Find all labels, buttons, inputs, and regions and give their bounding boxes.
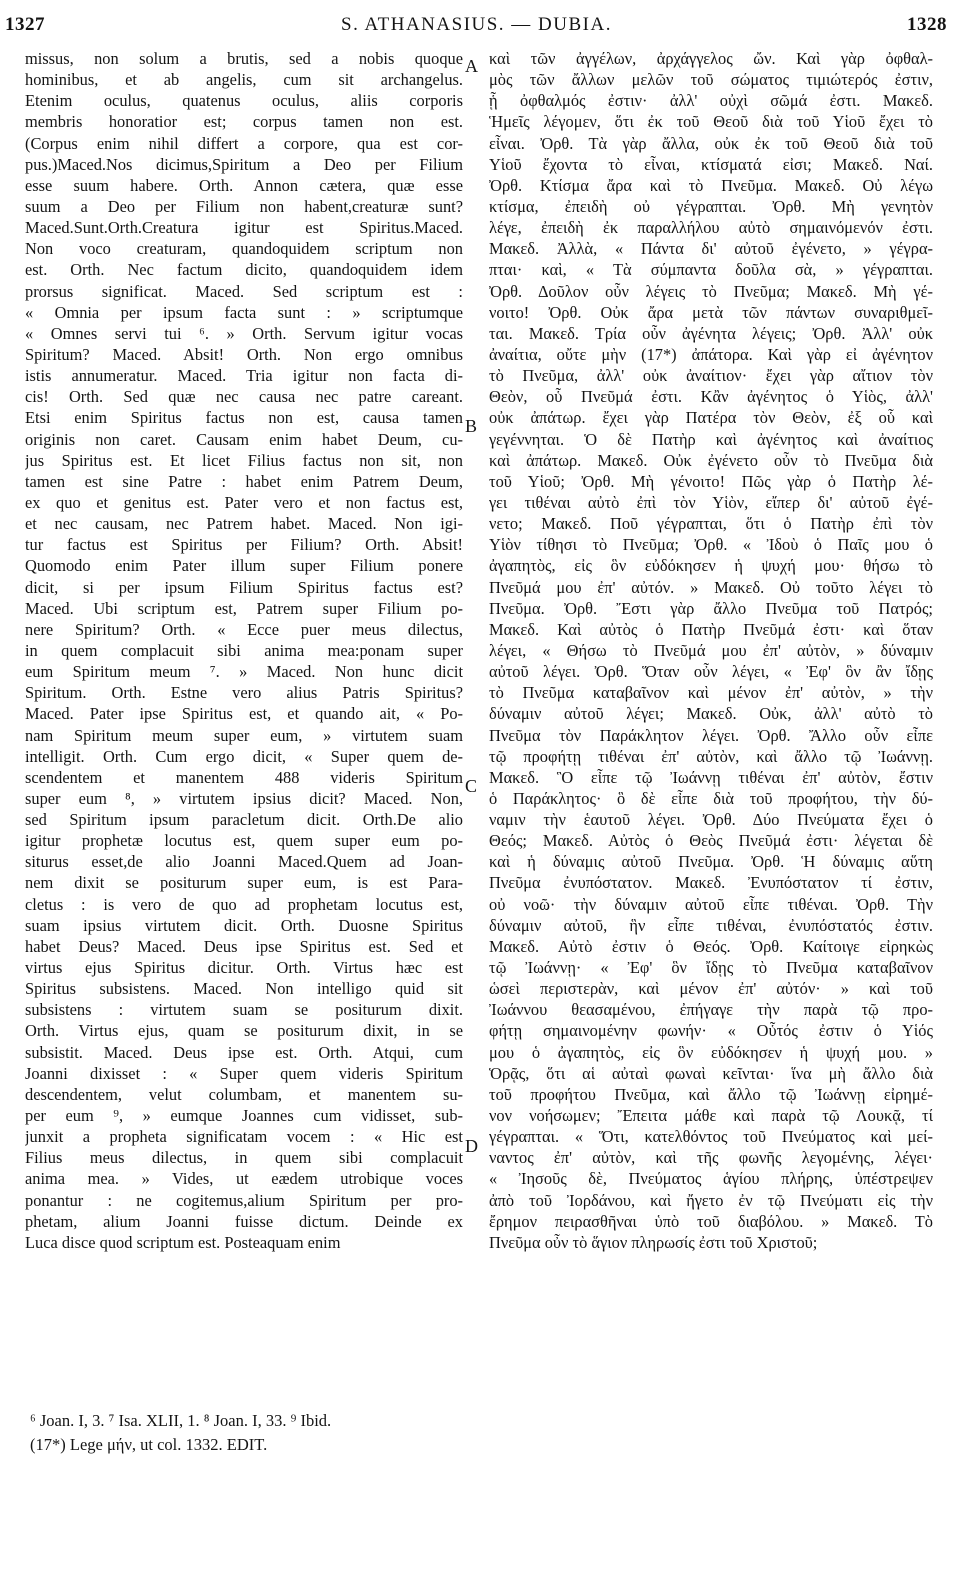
greek-text-line: Θεός; Μακεδ. Αὐτὸς ὁ Θεὸς Πνεῦμά ἐστι· λέγεται δὲ	[489, 831, 933, 851]
latin-text-line: habet Deus? Maced. Deus ipse Spiritus est. Sed et	[25, 936, 463, 956]
latin-text-line: eum Spiritum meum ⁷. » Maced. Non hunc dicit	[25, 662, 463, 682]
latin-text-line: nam Spiritum meum super eum, » virtutem suam	[25, 725, 463, 745]
latin-text-line: « Omnia per ipsum facta sunt : » scriptumque	[25, 302, 463, 322]
latin-text-line: siturus esset,de alio Joanni Maced.Quem ad Joan-	[25, 852, 463, 872]
greek-text-line: ἔρημον πειρασθῆναι ὑπὸ τοῦ διαβόλου. » Μακεδ. Τὸ	[489, 1211, 933, 1231]
latin-text-line: prorsus significat. Maced. Sed scriptum est :	[25, 281, 463, 301]
greek-text-line: τῷ Ἰωάννῃ· « Ἐφ' ὃν ἴδῃς τὸ Πνεῦμα καταβαῖνον	[489, 958, 933, 978]
margin-marker-b: B	[465, 416, 478, 436]
latin-text-line: Maced. Pater ipse Spiritus est, et quando ait, « Po-	[25, 704, 463, 724]
latin-text-line: Maced.Sunt.Orth.Creatura igitur est Spiritus.Maced.	[25, 218, 463, 238]
greek-text-line: τὸ Πνεῦμα, ἀλλ' οὐκ ἀναίτιον· ἔχει γὰρ αἴτιον τὸν	[489, 366, 933, 386]
margin-marker-c: C	[465, 776, 478, 796]
running-head: S. ATHANASIUS. — DUBIA.	[341, 14, 612, 35]
greek-text-line: γέγραπται. « Ὅτι, κατελθόντος τοῦ Πνεύματος καὶ μεί-	[489, 1127, 933, 1147]
latin-text-line: missus, non solum a brutis, sed a nobis quoque	[25, 49, 463, 68]
greek-text-line: ὁ Παράκλητος· ὃ δὲ εἶπε διὰ τοῦ προφήτου, τὴν δύ-	[489, 788, 933, 808]
latin-text-line: descendentem, velut columbam, et manentem su-	[25, 1084, 463, 1104]
latin-text-line: scendentem et manentem 488 videris Spiritum	[25, 767, 463, 787]
latin-text-line: tur factus est Spiritus per Filium? Orth. Absit!	[25, 535, 463, 555]
greek-text-line: Ὀρθ. Δοῦλον οὖν λέγεις τὸ Πνεῦμα; Μακεδ. Μὴ γέ-	[489, 281, 933, 301]
latin-text-line: Spiritus subsistens. Maced. Non intelligo quid sit	[25, 979, 463, 999]
greek-text-line: καὶ τῶν ἀγγέλων, ἀρχάγγελος ὤν. Καὶ γὰρ ὀφθαλ-	[489, 49, 933, 68]
latin-text-line: et nec causam, nec Patrem habet. Maced. Non igi-	[25, 514, 463, 534]
greek-text-line: λέγει, « Θήσω τὸ Πνεῦμά μου ἐπ' αὐτὸν, » δύναμιν	[489, 640, 933, 660]
latin-text-line: Spiritum? Maced. Absit! Orth. Non ergo omnibus	[25, 344, 463, 364]
latin-text-line: intelligit. Orth. Cum ergo dicit, « Super quem de-	[25, 746, 463, 766]
latin-text-line: junxit a propheta significatam vocem : « Hic est	[25, 1127, 463, 1147]
latin-text-line: dicit, si per ipsum Filium Spiritus factus est?	[25, 577, 463, 597]
greek-text-line: Μακεδ. Καὶ αὐτὸς ὁ Πατὴρ Πνεῦμά ἐστι· καὶ ὅταν	[489, 619, 933, 639]
greek-text-line: τοῦ προφήτου Πνεῦμα, καὶ ἄλλο τῷ Ἰωάννῃ εἰρημέ-	[489, 1084, 933, 1104]
greek-text-line: οὐκ ἀπάτωρ. ἔχει γὰρ Πατέρα τὸν Θεὸν, ἐξ οὗ καὶ	[489, 408, 933, 428]
latin-text-line: in quem complacuit sibi anima mea:ponam super	[25, 640, 463, 660]
page-number-left: 1327	[5, 14, 45, 35]
greek-text-line: ναμιν τὴν ἑαυτοῦ λέγει. Ὀρθ. Δύο Πνεύματα ἔχει ὁ	[489, 810, 933, 830]
greek-text-line: οὐ νοῶ· τὴν δύναμιν αὐτοῦ εἶπε τιθέναι. Ὀρθ. Τὴν	[489, 894, 933, 914]
greek-text-line: ται. Μακεδ. Τρία οὖν ἀγένητα λέγεις; Ὀρθ. Ἀλλ' οὐκ	[489, 323, 933, 343]
greek-text-line: νετο; Μακεδ. Ποῦ γέγραπται, ὅτι ὁ Πατὴρ ἐπὶ τὸν	[489, 514, 933, 534]
greek-text-line: Υἱοῦ ἔχοντα τὸ εἶναι, κτίσματά εἰσι; Μακεδ. Ναί.	[489, 154, 933, 174]
latin-text-line: Quomodo enim Pater illum super Filium ponere	[25, 556, 463, 576]
greek-text-line: Μακεδ. Αὐτὸ ἐστιν ὁ Θεός. Ὀρθ. Καίτοιγε εἰρηκὼς	[489, 936, 933, 956]
greek-text-line: τοῦ Υἱοῦ; Ὀρθ. Μὴ γένοιτο! Πῶς γὰρ ὁ Πατὴρ λέ-	[489, 471, 933, 491]
latin-column	[25, 48, 463, 1253]
greek-text-line: τῷ προφήτῃ τιθέναι ἐπ' αὐτὸν, καὶ ἄλλο τῷ Ἰωάννῃ.	[489, 746, 933, 766]
margin-marker-a: A	[465, 56, 478, 76]
margin-marker-d: D	[465, 1136, 478, 1156]
greek-text-line: Πνεῦμα οὖν τὸ ἅγιον πληρωσίς ἐστι τοῦ Χριστοῦ;	[489, 1232, 818, 1252]
greek-text-line: ἀναίτια, οὔτε μὴν (17*) ἀπάτορα. Καὶ γὰρ εἰ ἀγένητον	[489, 344, 933, 364]
latin-text-line: sed Spiritum ipsum paracletum dicit. Orth.De alio	[25, 810, 463, 830]
latin-text-line: per eum ⁹, » eumque Joannes cum vidisset, sub-	[25, 1106, 463, 1126]
greek-text-line: καὶ ἀπάτωρ. Μακεδ. Οὐκ ἐγένετο οὖν τὸ Πνεῦμα διὰ	[489, 450, 933, 470]
greek-text-line: Μακεδ. Ἀλλὰ, « Πάντα δι' αὐτοῦ ἐγένετο, » γέγρα-	[489, 239, 933, 259]
latin-text-line: anima mea. » Vides, ut eædem utrobique voces	[25, 1169, 463, 1189]
latin-text-line: membris honoratior est; corpus tamen non est.	[25, 112, 463, 132]
greek-text-line: μὸς τῶν ἄλλων μελῶν τοῦ σώματος τιμιώτερός ἐστιν,	[489, 70, 933, 90]
latin-text-line: Luca disce quod scriptum est. Posteaquam enim	[25, 1232, 341, 1252]
greek-text-line: Πνεῦμα τὸν Παράκλητον λέγει. Ὀρθ. Ἄλλο οὖν εἶπε	[489, 725, 933, 745]
greek-text-line: ναντος ἐπ' αὐτὸν, καὶ τῆς φωνῆς λεγομένης, λέγει·	[489, 1148, 933, 1168]
latin-text-line: nem dixit se positurum super eum, is est Para-	[25, 873, 463, 893]
greek-column	[489, 48, 933, 1253]
page-header	[0, 0, 953, 40]
greek-text-line: « Ἰησοῦς δὲ, Πνεύματος ἁγίου πλήρης, ὑπέστρεψεν	[489, 1169, 933, 1189]
greek-text-line: εἶναι. Ὀρθ. Τὰ γὰρ ἄλλα, οὐκ ἐκ τοῦ Θεοῦ διὰ τοῦ	[489, 133, 933, 153]
greek-text-line: ὡσεὶ περιστερὰν, καὶ μένον ἐπ' αὐτόν· » καὶ τοῦ	[489, 979, 933, 999]
latin-text-line: « Omnes servi tui ⁶. » Orth. Servum igitur vocas	[25, 323, 463, 343]
latin-text-line: subsistit. Maced. Deus ipse est. Orth. Atqui, cum	[25, 1042, 463, 1062]
latin-text-line: nere Spiritum? Orth. « Ecce puer meus dilectus,	[25, 619, 463, 639]
latin-text-line: subsistens : virtutem suam se positurum dixit.	[25, 1000, 463, 1020]
greek-text-line: νοιτο! Ὀρθ. Οὐκ ἄρα μετὰ τῶν πάντων συναριθμεῖ-	[489, 302, 933, 322]
latin-text-line: est. Orth. Nec factum dicito, quandoquidem idem	[25, 260, 463, 280]
latin-text-line: ex quo et genitus est. Pater vero et non factus est,	[25, 492, 463, 512]
latin-text-line: pus.)Maced.Nos dicimus,Spiritum a Deo per Filium	[25, 154, 463, 174]
greek-text-line: Ὁρᾷς, ὅτι αἱ αὐταὶ φωναὶ κεῖνται· ἵνα μὴ ἄλλο διὰ	[489, 1063, 933, 1083]
footnotes	[30, 1409, 470, 1457]
latin-text-line: suum a Deo per Filium non habent,creaturæ sunt?	[25, 196, 463, 216]
latin-text-line: super eum ⁸, » virtutem ipsius dicit? Maced. Non,	[25, 788, 463, 808]
greek-text-line: Ἰωάννου θεασαμένου, ἐπήγαγε τὴν παρὰ τῷ προ-	[489, 1000, 933, 1020]
latin-text-line: cis! Orth. Sed quæ nec causa nec patre careant.	[25, 387, 463, 407]
greek-text-line: Ἡμεῖς λέγομεν, ὅτι ἐκ τοῦ Θεοῦ διὰ τοῦ Υἱοῦ ἔχει τὸ	[489, 112, 933, 132]
greek-text-line: πται· καὶ, « Τὰ σύμπαντα δοῦλα σὰ, » γέγραπται.	[489, 260, 933, 280]
greek-text-line: νον νοήσωμεν; Ἔπειτα μάθε καὶ παρὰ τῷ Λουκᾷ, τί	[489, 1106, 933, 1126]
greek-text-line: Υἱὸν τίθησι τὸ Πνεῦμα; Ὀρθ. « Ἰδοὺ ὁ Παῖς μου ὁ	[489, 535, 933, 555]
greek-text-line: ἀγαπητὸς, εἰς ὃν εὐδόκησεν ἡ ψυχή μου· θήσω τὸ	[489, 556, 933, 576]
latin-text-line: Spiritum. Orth. Estne vero alius Patris Spiritus?	[25, 683, 463, 703]
greek-text-line: Θεὸν, οὗ Πνεῦμά ἐστι. Κἂν ἀγένητος ὁ Υἱὸς, ἀλλ'	[489, 387, 933, 407]
page-number-right: 1328	[907, 14, 947, 35]
greek-text-line: καὶ ἡ δύναμις αὐτοῦ Πνεῦμα. Ὀρθ. Ἡ δύναμις αὕτη	[489, 852, 933, 872]
greek-text-line: Πνεῦμα ἐνυπόστατον. Μακεδ. Ἐνυπόστατον τί ἐστιν,	[489, 873, 933, 893]
latin-text-line: Non voco creaturam, quandoquidem scriptum non	[25, 239, 463, 259]
latin-text-line: (Corpus enim nihil differt a corpore, qua est cor-	[25, 133, 463, 153]
latin-text-line: virtus ejus Spiritus dicitur. Orth. Virtus hæc est	[25, 958, 463, 978]
greek-text-line: λέγε, ἐπειδὴ ἐκ παραλλήλου αὐτὸ σημαινόμενόν ἐστι.	[489, 218, 933, 238]
latin-text-line: Etsi enim Spiritus factus non est, causa tamen	[25, 408, 463, 428]
latin-text-line: hominibus, et ab angelis, cum sit archangelus.	[25, 70, 463, 90]
latin-text-line: Filius meus dilectus, in quem sibi complacuit	[25, 1148, 463, 1168]
latin-text-line: igitur prophetæ locutus est, quem super eum po-	[25, 831, 463, 851]
greek-text-line: δύναμιν αὐτοῦ, ἣν εἶπε τιθέναι, ἐνυπόστατός ἐστιν.	[489, 915, 933, 935]
greek-text-line: αὐτοῦ λέγει. Ὀρθ. Ὅταν οὖν λέγει, « Ἐφ' ὃν ἂν ἴδῃς	[489, 662, 933, 682]
footnote-editorial: (17*) Lege μήν, ut col. 1332. EDIT.	[30, 1435, 268, 1454]
latin-text-line: istis annumeratur. Maced. Tria igitur non facta di-	[25, 366, 463, 386]
greek-text-line: ᾗ ὀφθαλμός ἐστιν· ἀλλ' οὐχὶ σῶμά ἐστι. Μακεδ.	[489, 91, 933, 111]
latin-text-line: Etenim oculus, quatenus oculus, aliis corporis	[25, 91, 463, 111]
greek-text-line: δύναμιν αὐτοῦ λέγει; Μακεδ. Οὐκ, ἀλλ' αὐτὸ τὸ	[489, 704, 933, 724]
greek-text-line: Πνεῦμα. Ὀρθ. Ἔστι γὰρ ἄλλο Πνεῦμα τοῦ Πατρός;	[489, 598, 933, 618]
latin-text-line: suam ipsius virtutem dicit. Orth. Duosne Spiritus	[25, 915, 463, 935]
greek-text-line: μου ὁ ἀγαπητὸς, εἰς ὃν εὐδόκησεν ἡ ψυχή μου. »	[489, 1042, 933, 1062]
footnote-references: ⁶ Joan. I, 3. ⁷ Isa. XLII, 1. ⁸ Joan. I, 33. ⁹ Ibid.	[30, 1411, 332, 1430]
latin-text-line: originis non caret. Causam enim habet Deum, cu-	[25, 429, 463, 449]
greek-text-line: γεγέννηται. Ὁ δὲ Πατὴρ καὶ ἀγένητος καὶ ἀναίτιος	[489, 429, 933, 449]
greek-text-line: Πνεῦμά μου ἐπ' αὐτόν. » Μακεδ. Οὐ τοῦτο λέγει τὸ	[489, 577, 933, 597]
latin-text-line: Joanni dixisset : « Super quem videris Spiritum	[25, 1063, 463, 1083]
latin-text-line: tamen est sine Patre : habet enim Patrem Deum,	[25, 471, 463, 491]
latin-text-line: Maced. Ubi scriptum est, Patrem super Filium po-	[25, 598, 463, 618]
greek-text-line: κτίσμα, ἐπειδὴ οὐ γέγραπται. Ὀρθ. Μὴ γενητὸν	[489, 196, 933, 216]
latin-text-line: ponantur : ne cogitemus,alium Spiritum per pro-	[25, 1190, 463, 1210]
greek-text-line: τὸ Πνεῦμα καταβαῖνον καὶ μένον ἐπ' αὐτὸν, » τὴν	[489, 683, 933, 703]
latin-text-line: esse suum habere. Orth. Annon cætera, quæ esse	[25, 175, 463, 195]
greek-text-line: Ὀρθ. Κτίσμα ἄρα καὶ τὸ Πνεῦμα. Μακεδ. Οὐ λέγω	[489, 175, 933, 195]
latin-text-line: Orth. Virtus ejus, quam se positurum dixit, in se	[25, 1021, 463, 1041]
greek-text-line: ἀπὸ τοῦ Ἰορδάνου, καὶ ἤγετο ἐν τῷ Πνεύματι εἰς τὴν	[489, 1190, 933, 1210]
greek-text-line: γει τιθέναι αὐτὸ ἐπὶ τὸν Υἱὸν, εἴπερ δι' αὐτοῦ ἐγέ-	[489, 492, 933, 512]
latin-text-line: cletus : is vero de quo ad prophetam locutus est,	[25, 894, 463, 914]
latin-text-line: phetam, alium Joanni fuisse dictum. Deinde ex	[25, 1211, 463, 1231]
greek-text-line: Μακεδ. Ὃ εἶπε τῷ Ἰωάννῃ τιθέναι ἐπ' αὐτὸν, ἔστιν	[489, 767, 933, 787]
greek-text-line: φήτῃ σημαινομένην φωνήν· « Οὗτός ἐστιν ὁ Υἱός	[489, 1021, 933, 1041]
latin-text-line: jus Spiritus est. Et licet Filius factus non sit, non	[25, 450, 463, 470]
